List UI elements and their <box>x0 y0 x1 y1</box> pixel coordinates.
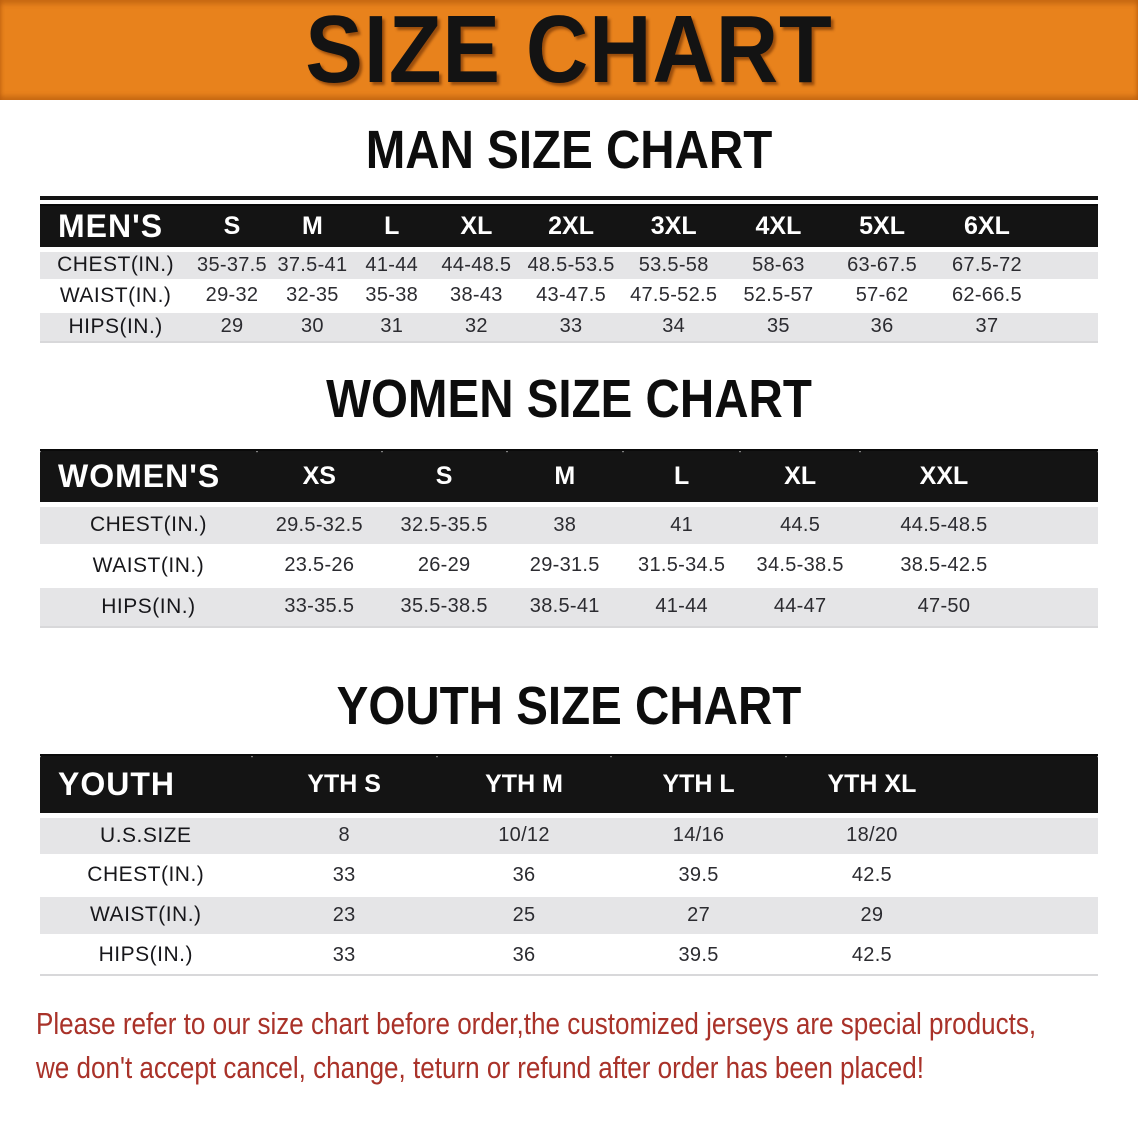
size-value-cell: 52.5-57 <box>743 284 814 306</box>
banner-title: SIZE CHART <box>305 0 833 103</box>
footer-line-1: Please refer to our size chart before order,the customized jerseys are special products, <box>36 1006 1037 1041</box>
youth-size-table <box>40 754 1098 976</box>
size-value-cell: 42.5 <box>851 943 892 966</box>
row-label: HIPS(IN.) <box>101 594 196 618</box>
size-value-cell: 63-67.5 <box>847 253 918 276</box>
table-row <box>40 545 1098 586</box>
size-value-cell: 42.5 <box>851 863 892 886</box>
size-value-cell: 33-35.5 <box>284 595 355 618</box>
youth-header-row <box>40 755 1098 815</box>
row-label: WAIST(IN.) <box>59 283 172 307</box>
table-corner-label: YOUTH <box>40 755 252 815</box>
size-value-cell: 32 <box>464 315 488 338</box>
men-section-heading <box>0 120 1138 180</box>
size-value-cell: 25 <box>512 903 536 926</box>
size-value-cell: 36 <box>512 943 536 966</box>
size-value-cell: 57-62 <box>855 284 909 306</box>
women-size-table-wrap <box>40 449 1098 628</box>
size-value-cell: 48.5-53.5 <box>527 253 615 276</box>
size-column-header: S <box>191 205 272 249</box>
size-value-cell: 53.5-58 <box>638 253 709 276</box>
size-value-cell: 29 <box>220 315 244 338</box>
table-row <box>40 311 1098 342</box>
size-value-cell: 30 <box>300 315 324 338</box>
size-column-header: 2XL <box>521 205 620 249</box>
size-column-header: S <box>382 450 507 504</box>
size-value-cell: 27 <box>687 903 710 926</box>
size-value-cell: 44-47 <box>773 595 827 618</box>
footer-line-2-wrap <box>36 1046 1138 1090</box>
size-column-header: 3XL <box>621 205 727 249</box>
women-section-heading-text: WOMEN SIZE CHART <box>326 369 812 429</box>
size-value-cell: 36 <box>870 315 894 338</box>
size-value-cell: 47-50 <box>917 595 971 618</box>
size-value-cell: 43-47.5 <box>536 284 607 306</box>
youth-size-section <box>0 676 1138 976</box>
size-column-header: 4XL <box>727 205 831 249</box>
row-label: HIPS(IN.) <box>68 314 163 338</box>
size-value-cell: 23 <box>332 903 356 926</box>
size-value-cell: 38-43 <box>450 284 503 306</box>
size-value-cell: 36 <box>512 863 536 886</box>
size-value-cell: 35-38 <box>365 284 419 306</box>
size-value-cell: 33 <box>559 315 583 338</box>
row-label: CHEST(IN.) <box>57 253 175 276</box>
size-value-cell: 44.5-48.5 <box>900 513 988 536</box>
size-value-cell: 33 <box>332 943 356 966</box>
size-value-cell: 39.5 <box>678 863 719 886</box>
size-value-cell: 29-32 <box>205 284 259 306</box>
table-row <box>40 935 1098 975</box>
row-label: WAIST(IN.) <box>90 903 202 926</box>
size-column-header: YTH S <box>252 755 437 815</box>
size-value-cell: 35.5-38.5 <box>400 595 488 618</box>
size-value-cell: 67.5-72 <box>951 253 1022 276</box>
footer-notice <box>36 1002 1138 1090</box>
men-size-section <box>0 120 1138 343</box>
women-size-section <box>0 369 1138 628</box>
size-value-cell: 10/12 <box>498 824 550 846</box>
table-row <box>40 504 1098 545</box>
size-value-cell: 18/20 <box>846 824 898 846</box>
table-row <box>40 280 1098 311</box>
table-corner-label: MEN'S <box>40 205 191 249</box>
size-column-header: 5XL <box>830 205 934 249</box>
size-value-cell: 29.5-32.5 <box>275 513 363 536</box>
size-value-cell: 41-44 <box>655 595 708 618</box>
table-row <box>40 586 1098 627</box>
size-value-cell: 26-29 <box>417 554 471 576</box>
men-size-table <box>40 204 1098 343</box>
size-value-cell: 47.5-52.5 <box>630 284 718 306</box>
size-value-cell: 44.5 <box>780 513 821 536</box>
size-value-cell: 31 <box>380 315 404 338</box>
row-label: WAIST(IN.) <box>92 553 205 577</box>
size-column-header: 6XL <box>934 205 1098 249</box>
banner <box>0 0 1138 103</box>
size-value-cell: 32.5-35.5 <box>400 513 488 536</box>
size-column-header: YTH XL <box>786 755 1098 815</box>
youth-section-heading-text: YOUTH SIZE CHART <box>336 676 802 736</box>
size-value-cell: 38.5-41 <box>529 595 600 618</box>
men-section-heading-text: MAN SIZE CHART <box>365 120 773 180</box>
women-header-row <box>40 450 1098 504</box>
size-value-cell: 37.5-41 <box>277 253 348 276</box>
table-row <box>40 815 1098 855</box>
row-label: HIPS(IN.) <box>98 943 193 967</box>
size-value-cell: 44-48.5 <box>441 253 512 276</box>
size-value-cell: 23.5-26 <box>284 554 355 576</box>
size-value-cell: 35-37.5 <box>197 253 267 276</box>
size-value-cell: 29-31.5 <box>529 554 600 576</box>
size-value-cell: 39.5 <box>678 943 719 966</box>
size-value-cell: 41 <box>670 513 694 536</box>
youth-section-heading <box>0 676 1138 736</box>
table-corner-label: WOMEN'S <box>40 450 257 504</box>
size-value-cell: 29 <box>860 903 884 926</box>
size-column-header: L <box>623 450 740 504</box>
size-value-cell: 33 <box>332 863 356 886</box>
size-value-cell: 31.5-34.5 <box>638 554 726 576</box>
size-value-cell: 8 <box>338 824 350 846</box>
size-value-cell: 41-44 <box>365 253 419 276</box>
women-section-heading <box>0 369 1138 429</box>
size-value-cell: 35 <box>766 315 790 338</box>
size-value-cell: 34 <box>662 315 686 338</box>
size-value-cell: 38.5-42.5 <box>900 554 988 576</box>
size-column-header: XL <box>431 205 521 249</box>
footer-line-1-wrap <box>36 1002 1138 1046</box>
size-column-header: YTH L <box>611 755 786 815</box>
table-row <box>40 895 1098 935</box>
size-column-header: M <box>507 450 623 504</box>
size-column-header: XXL <box>860 450 1098 504</box>
men-size-table-wrap <box>40 196 1098 343</box>
size-value-cell: 14/16 <box>672 824 725 846</box>
size-column-header: M <box>273 205 352 249</box>
size-value-cell: 58-63 <box>752 253 805 276</box>
size-value-cell: 62-66.5 <box>951 284 1022 306</box>
footer-line-2: we don't accept cancel, change, teturn or refund after order has been placed! <box>36 1050 925 1085</box>
table-row <box>40 249 1098 280</box>
row-label: CHEST(IN.) <box>87 863 205 886</box>
row-label: U.S.SIZE <box>100 823 192 847</box>
size-value-cell: 34.5-38.5 <box>756 554 844 576</box>
size-column-header: XS <box>257 450 382 504</box>
women-size-table <box>40 449 1098 628</box>
size-value-cell: 32-35 <box>286 284 339 306</box>
size-value-cell: 38 <box>553 513 577 536</box>
size-column-header: YTH M <box>437 755 612 815</box>
row-label: CHEST(IN.) <box>89 513 207 536</box>
table-row <box>40 855 1098 895</box>
size-column-header: XL <box>740 450 860 504</box>
size-column-header: L <box>352 205 431 249</box>
men-header-row <box>40 205 1098 249</box>
size-value-cell: 37 <box>975 315 999 338</box>
youth-size-table-wrap <box>40 754 1098 976</box>
